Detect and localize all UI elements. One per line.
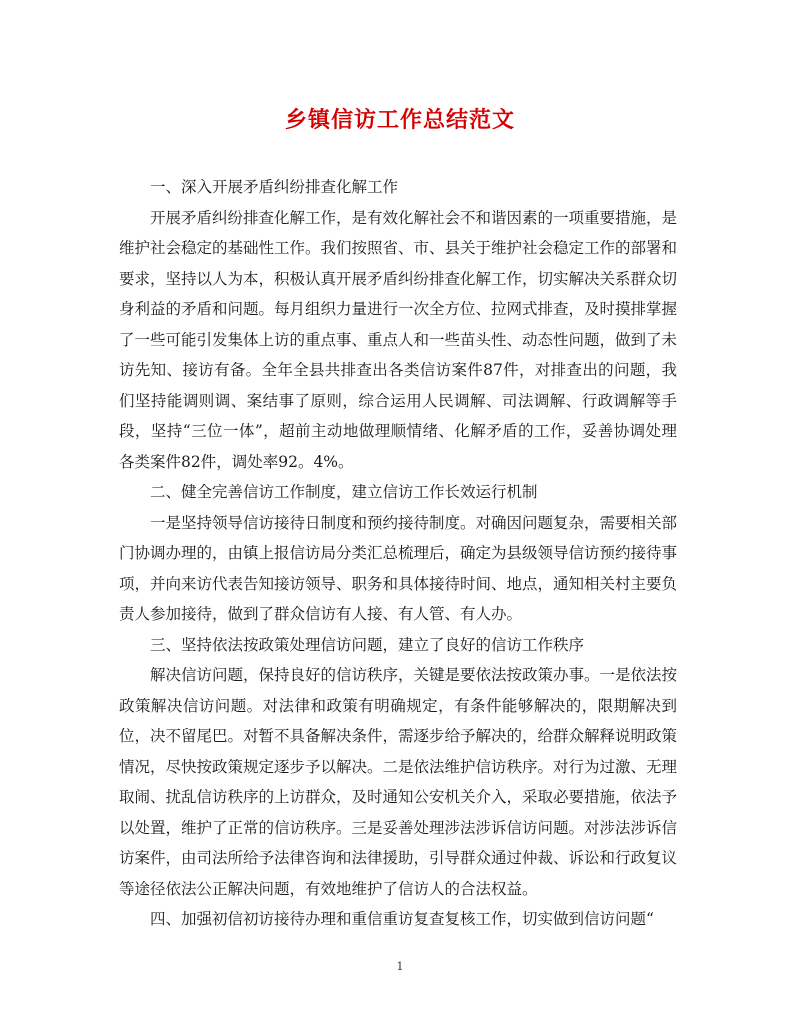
document-title: 乡镇信访工作总结范文 (284, 107, 515, 133)
section-4-heading: 四、加强初信初访接待办理和重信重访复查复核工作，切实做到信访问题“ (150, 910, 654, 928)
section-1-heading: 一、深入开展矛盾纠纷排查化解工作 (150, 178, 399, 196)
page-number: 1 (396, 960, 404, 973)
section-3-paragraph: 解决信访问题，保持良好的信访秩序，关键是要依法按政策办事。一是依法按政策解决信访问题。对法律和政策有明确规定，有条件能够解决的，限期解决到位，决不留尾巴。对暂不具备解决条件，需逐步给予解决的，给群众解释说明政策情况，尽快按政策规定逐步予以解决。二是依法维护信访秩序。对行为过激、无理取闹、扰乱信访秩序的上访群众，及时通知公安机关介入，采取必要措施，依法予以处置，维护了正常的信访秩序。三是妥善处理涉法涉诉信访问题。对涉法涉诉信访案件，由司法所给予法律咨询和法律援助，引导群众通过仲裁、诉讼和行政复议等途径依法公正解决问题，有效地维护了信访人的合法权益。 (119, 666, 678, 898)
section-2-heading: 二、健全完善信访工作制度，建立信访工作长效运行机制 (150, 483, 538, 501)
section-2-paragraph: 一是坚持领导信访接待日制度和预约接待制度。对确因问题复杂，需要相关部门协调办理的，由镇上报信访局分类汇总梳理后，确定为县级领导信访预约接待事项，并向来访代表告知接访领导、职务和具体接待时间、地点，通知相关村主要负责人参加接待，做到了群众信访有人接、有人管、有人办。 (119, 513, 678, 623)
section-1-paragraph: 开展矛盾纠纷排查化解工作，是有效化解社会不和谐因素的一项重要措施，是维护社会稳定的基础性工作。我们按照省、市、县关于维护社会稳定工作的部署和要求，坚持以人为本，积极认真开展矛盾纠纷排查化解工作，切实解决关系群众切身利益的矛盾和问题。每月组织力量进行一次全方位、拉网式排查，及时摸排掌握了一些可能引发集体上访的重点事、重点人和一些苗头性、动态性问题，做到了未访先知、接访有备。全年全县共排查出各类信访案件87件，对排查出的问题，我们坚持能调则调、案结事了原则，综合运用人民调解、司法调解、行政调解等手段，坚持“三位一体”，超前主动地做理顺情绪、化解矛盾的工作，妥善协调处理各类案件82件，调处率92。4%。 (119, 208, 678, 471)
section-3-heading: 三、坚持依法按政策处理信访问题，建立了良好的信访工作秩序 (150, 635, 585, 654)
document-body (119, 172, 677, 935)
